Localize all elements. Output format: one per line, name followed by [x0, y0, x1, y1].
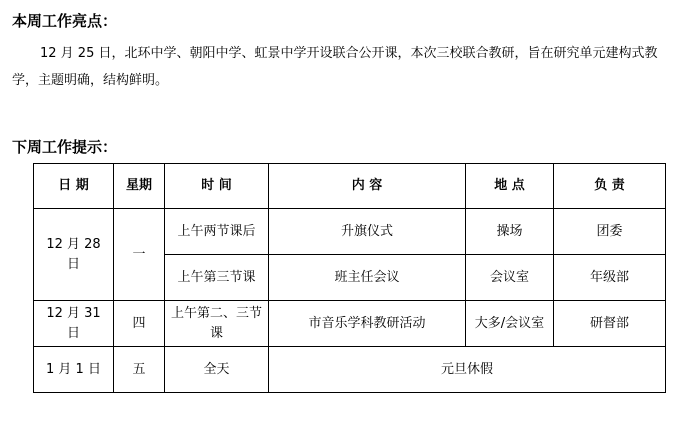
cell-date: 1 月 1 日 [34, 347, 114, 393]
cell-content: 元旦休假 [269, 347, 666, 393]
cell-place: 大多/会议室 [466, 301, 554, 347]
cell-place: 会议室 [466, 255, 554, 301]
cell-place: 操场 [466, 209, 554, 255]
cell-time: 上午第三节课 [165, 255, 269, 301]
schedule-table [33, 163, 666, 393]
cell-weekday: 五 [114, 347, 165, 393]
cell-content: 升旗仪式 [269, 209, 466, 255]
header-time: 时 间 [165, 164, 269, 209]
table-row [34, 301, 666, 347]
table-row [34, 347, 666, 393]
this-week-paragraph-text: 12 月 25 日，北环中学、朝阳中学、虹景中学开设联合公开课，本次三校联合教研，旨在研究单元建构式教学，主题明确，结构鲜明。 [12, 46, 658, 88]
cell-time: 上午两节课后 [165, 209, 269, 255]
header-owner: 负 责 [554, 164, 666, 209]
cell-weekday: 一 [114, 209, 165, 301]
this-week-heading: 本周工作亮点： [12, 12, 118, 30]
cell-owner: 团委 [554, 209, 666, 255]
cell-date: 12 月 31 日 [34, 301, 114, 347]
table-row [34, 209, 666, 255]
cell-content: 市音乐学科教研活动 [269, 301, 466, 347]
header-date: 日 期 [34, 164, 114, 209]
cell-time: 全天 [165, 347, 269, 393]
cell-owner: 年级部 [554, 255, 666, 301]
table-header-row [34, 164, 666, 209]
this-week-paragraph [12, 40, 662, 94]
header-content: 内 容 [269, 164, 466, 209]
header-weekday: 星期 [114, 164, 165, 209]
cell-date: 12 月 28 日 [34, 209, 114, 301]
cell-time: 上午第二、三节课 [165, 301, 269, 347]
cell-weekday: 四 [114, 301, 165, 347]
next-week-heading: 下周工作提示： [12, 138, 118, 156]
cell-owner: 研督部 [554, 301, 666, 347]
header-place: 地 点 [466, 164, 554, 209]
cell-content: 班主任会议 [269, 255, 466, 301]
